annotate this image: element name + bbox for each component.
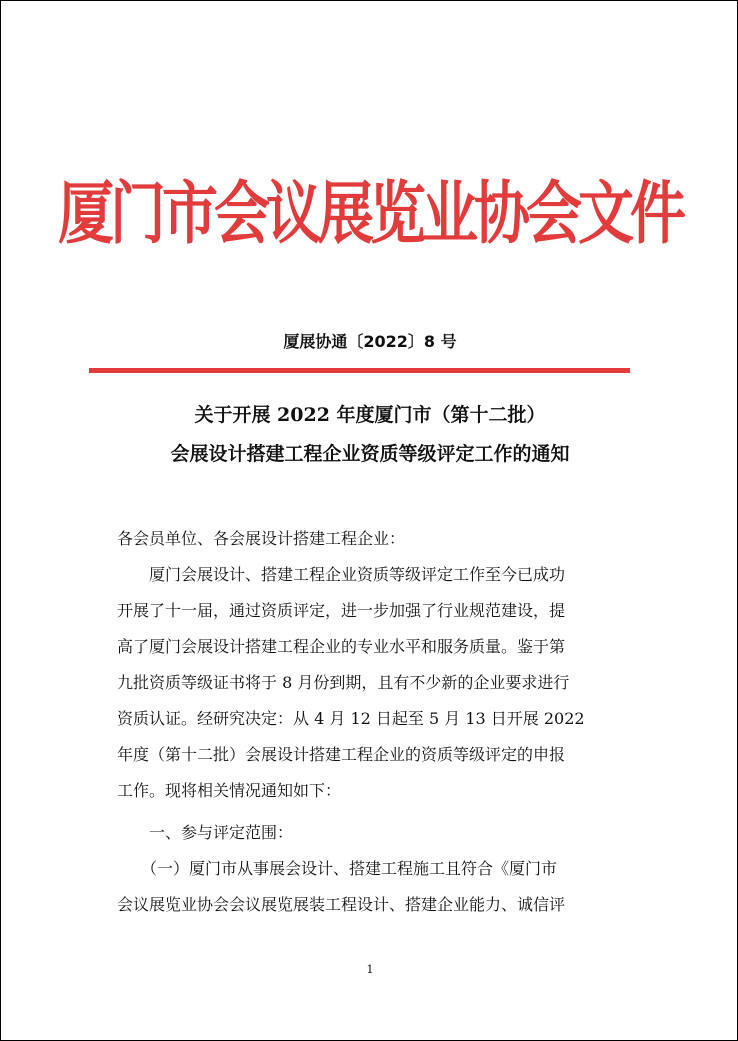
notice-title-line-2: 会展设计搭建工程企业资质等级评定工作的通知 xyxy=(170,443,570,465)
body-line: 厦门会展设计、搭建工程企业资质等级评定工作至今已成功 xyxy=(117,565,566,584)
document-number: 厦展协通〔2022〕8 号 xyxy=(283,332,457,351)
document-header-title: 厦门市会议展览业协会文件 xyxy=(58,173,682,255)
body-line: （一）厦门市从事展会设计、搭建工程施工且符合《厦门市 xyxy=(117,859,558,878)
section-heading: 一、参与评定范围： xyxy=(117,823,294,842)
body-line: 九批资质等级证书将于 8 月份到期，且有不少新的企业要求进行 xyxy=(117,673,570,692)
body-line: 工作。现将相关情况通知如下： xyxy=(117,781,342,800)
body-line: 资质认证。经研究决定：从 4 月 12 日起至 5 月 13 日开展 2022 xyxy=(117,709,585,728)
page-number: 1 xyxy=(366,963,374,976)
notice-title-line-1: 关于开展 2022 年度厦门市（第十二批） xyxy=(194,404,546,426)
body-line: 年度（第十二批）会展设计搭建工程企业的资质等级评定的申报 xyxy=(117,745,566,764)
body-line: 会议展览业协会会议展览展装工程设计、搭建企业能力、诚信评 xyxy=(117,895,566,914)
body-line: 高了厦门会展设计搭建工程企业的专业水平和服务质量。鉴于第 xyxy=(117,637,566,656)
red-divider-line xyxy=(89,368,630,373)
salutation: 各会员单位、各会展设计搭建工程企业： xyxy=(117,529,406,548)
body-line: 开展了十一届，通过资质评定，进一步加强了行业规范建设，提 xyxy=(117,601,566,620)
